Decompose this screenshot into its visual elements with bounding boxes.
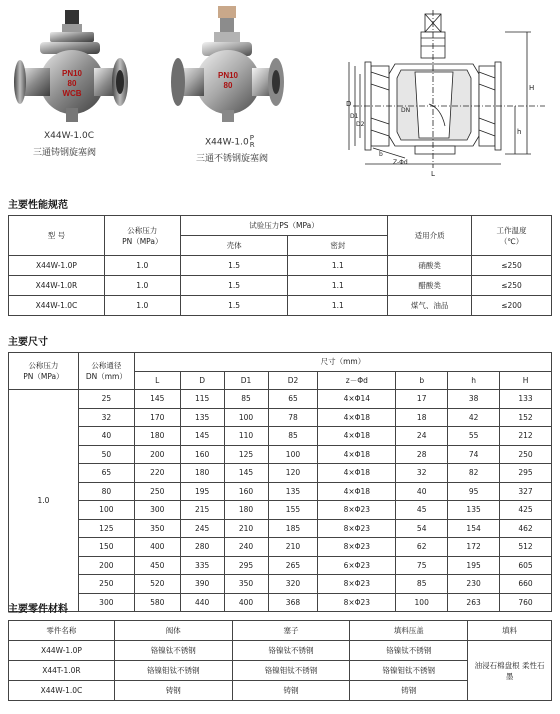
dims-cell: 4×Φ18: [318, 408, 396, 427]
dims-cell: 512: [500, 538, 552, 557]
dims-header-size: 尺寸（mm）: [134, 353, 551, 372]
dims-cell: 85: [224, 390, 268, 409]
spec-cell-model: X44W-1.0P: [9, 256, 105, 276]
dims-cell: 180: [224, 501, 268, 520]
table-row: [9, 445, 552, 464]
dims-cell: 8×Φ23: [318, 501, 396, 520]
dims-cell-pn: 1.0: [9, 390, 79, 612]
dims-cell: 4×Φ18: [318, 427, 396, 446]
dims-cell-dn: 300: [78, 593, 134, 612]
dims-body: [9, 390, 552, 612]
dims-cell: 327: [500, 482, 552, 501]
table-row: [9, 276, 552, 296]
parts-cell-body: 铬镍钛不锈钢: [114, 641, 232, 661]
dims-cell: 100: [396, 593, 448, 612]
dims-col-header: D1: [224, 371, 268, 390]
dims-header-pn: [9, 353, 79, 390]
spec-cell-model: X44W-1.0C: [9, 296, 105, 316]
dims-cell: 660: [500, 575, 552, 594]
dims-cell: 115: [180, 390, 224, 409]
spec-header-model: 型 号: [9, 216, 105, 256]
dims-cell: 265: [268, 556, 318, 575]
dims-cell: 55: [448, 427, 500, 446]
table-row: [9, 427, 552, 446]
dims-cell: 154: [448, 519, 500, 538]
dims-header-dn: [78, 353, 134, 390]
spec-table: [8, 215, 552, 316]
product-photos: [0, 0, 340, 190]
dims-cell: 350: [224, 575, 268, 594]
spec-cell-pn: 1.0: [104, 296, 180, 316]
dims-col-header: D: [180, 371, 224, 390]
spec-cell-pn: 1.0: [104, 256, 180, 276]
dim-label-dn: DN: [401, 107, 411, 114]
dims-cell: 180: [134, 427, 180, 446]
dims-cell: 54: [396, 519, 448, 538]
dims-cell: 320: [268, 575, 318, 594]
parts-header-body: 阀体: [114, 621, 232, 641]
dims-cell: 230: [448, 575, 500, 594]
valve-mark-dn: 80: [67, 79, 77, 88]
dims-cell: 133: [500, 390, 552, 409]
dims-cell: 42: [448, 408, 500, 427]
dims-cell: 4×Φ18: [318, 445, 396, 464]
spec-cell-model: X44W-1.0R: [9, 276, 105, 296]
valve2-mark-pn: PN10: [217, 71, 239, 80]
dims-cell-dn: 125: [78, 519, 134, 538]
dims-cell: 145: [180, 427, 224, 446]
dims-cell-dn: 25: [78, 390, 134, 409]
dims-cell: 135: [268, 482, 318, 501]
valve-photo-cast-steel: [12, 4, 132, 126]
dims-cell-dn: 150: [78, 538, 134, 557]
dims-cell-dn: 65: [78, 464, 134, 483]
spec-cell-shell: 1.5: [180, 296, 288, 316]
dims-col-header: b: [396, 371, 448, 390]
dims-cell: 82: [448, 464, 500, 483]
table-row: [9, 482, 552, 501]
table-row: [9, 538, 552, 557]
dims-cell: 295: [224, 556, 268, 575]
spec-cell-temp: ≤250: [472, 256, 552, 276]
table-row: [9, 519, 552, 538]
dims-cell: 4×Φ14: [318, 390, 396, 409]
valve-mark-material: WCB: [62, 89, 82, 98]
photo2-suffix-r: R: [249, 141, 255, 149]
dims-cell: 75: [396, 556, 448, 575]
dims-cell: 160: [180, 445, 224, 464]
photo2-model-suffix: [250, 135, 255, 149]
dims-cell: 8×Φ23: [318, 575, 396, 594]
dims-cell: 210: [268, 538, 318, 557]
dims-cell: 78: [268, 408, 318, 427]
dims-cell: 85: [396, 575, 448, 594]
section-title-spec: 主要性能规范: [8, 200, 68, 211]
dims-cell: 185: [268, 519, 318, 538]
dims-cell: 155: [268, 501, 318, 520]
dims-cell: 28: [396, 445, 448, 464]
section-title-parts: 主要零件材料: [8, 604, 68, 615]
dims-cell: 170: [134, 408, 180, 427]
dim-label-h-upper: H: [529, 84, 535, 92]
photo1-name: 三通铸钢旋塞阀: [33, 148, 97, 158]
photo2-model-base: X44W-1.0: [205, 137, 249, 148]
spec-header-temp-unit: （℃）: [499, 236, 524, 246]
spec-cell-media: 硝酸类: [388, 256, 472, 276]
dims-cell: 400: [224, 593, 268, 612]
dims-cell: 195: [448, 556, 500, 575]
dims-cell: 4×Φ18: [318, 482, 396, 501]
spec-cell-pn: 1.0: [104, 276, 180, 296]
dims-cell: 180: [180, 464, 224, 483]
parts-header-plug: 塞子: [232, 621, 350, 641]
parts-cell-name: X44W-1.0P: [9, 641, 115, 661]
dims-cell-dn: 32: [78, 408, 134, 427]
dims-cell: 195: [180, 482, 224, 501]
dim-label-d: D: [346, 100, 352, 108]
dims-cell: 125: [224, 445, 268, 464]
parts-cell-packing: 油浸石棉盘根 柔性石墨: [468, 641, 552, 701]
parts-cell-body: 铬镍钼钛不锈钢: [114, 661, 232, 681]
dims-cell: 580: [134, 593, 180, 612]
spec-header-media: 适用介质: [388, 216, 472, 256]
dims-cell-dn: 50: [78, 445, 134, 464]
dims-cell: 160: [224, 482, 268, 501]
dims-col-header: D2: [268, 371, 318, 390]
dim-label-d1: D1: [350, 113, 359, 120]
dims-cell: 8×Φ23: [318, 538, 396, 557]
dims-cell: 145: [134, 390, 180, 409]
dims-col-header: h: [448, 371, 500, 390]
dims-cell: 135: [180, 408, 224, 427]
dims-cell: 350: [134, 519, 180, 538]
dims-cell: 172: [448, 538, 500, 557]
spec-cell-shell: 1.5: [180, 256, 288, 276]
table-row: [9, 256, 552, 276]
dims-header-pn-text: 公称压力: [28, 361, 59, 370]
table-row: [9, 575, 552, 594]
photo2-name: 三通不锈钢旋塞阀: [196, 154, 269, 164]
table-row: [9, 296, 552, 316]
photo2-suffix-p: P: [249, 134, 254, 142]
dims-cell: 210: [224, 519, 268, 538]
dims-cell: 8×Φ23: [318, 593, 396, 612]
table-row: [9, 501, 552, 520]
dims-cell: 120: [268, 464, 318, 483]
parts-cell-name: X44W-1.0C: [9, 681, 115, 701]
parts-material-table: [8, 620, 552, 701]
dims-cell: 95: [448, 482, 500, 501]
dims-header-pn-unit: PN（MPa）: [23, 372, 64, 381]
dims-col-header: L: [134, 371, 180, 390]
dim-label-l: L: [431, 170, 435, 178]
dims-cell: 263: [448, 593, 500, 612]
dims-cell: 65: [268, 390, 318, 409]
parts-cell-name: X44T-1.0R: [9, 661, 115, 681]
dims-cell: 6×Φ23: [318, 556, 396, 575]
table-row: [9, 556, 552, 575]
dims-cell: 280: [180, 538, 224, 557]
dims-header-dn-unit: DN（mm）: [85, 372, 127, 381]
parts-cell-plug: 铸钢: [232, 681, 350, 701]
dims-cell: 300: [134, 501, 180, 520]
spec-header-temp: [472, 216, 552, 256]
valve-photo-stainless: [170, 2, 290, 126]
dims-cell: 62: [396, 538, 448, 557]
spec-cell-seal: 1.1: [288, 296, 388, 316]
dims-cell: 38: [448, 390, 500, 409]
valve-mark-pn: PN10: [61, 69, 83, 78]
dims-cell: 135: [448, 501, 500, 520]
dims-cell: 760: [500, 593, 552, 612]
dims-cell: 605: [500, 556, 552, 575]
dims-col-header: z－Φd: [318, 371, 396, 390]
dim-label-b: b: [379, 151, 383, 158]
table-row: [9, 390, 552, 409]
section-title-dims: 主要尺寸: [8, 337, 48, 348]
table-row: [9, 593, 552, 612]
parts-header-row: [9, 621, 552, 641]
dims-cell-dn: 100: [78, 501, 134, 520]
dims-cell: 40: [396, 482, 448, 501]
dims-cell: 215: [180, 501, 224, 520]
spec-cell-temp: ≤250: [472, 276, 552, 296]
dims-cell: 85: [268, 427, 318, 446]
photo2-model: [205, 135, 255, 149]
parts-header-gland: 填料压盖: [350, 621, 468, 641]
dims-cell-dn: 80: [78, 482, 134, 501]
dims-cell: 425: [500, 501, 552, 520]
spec-header-pn-unit: PN（MPa）: [122, 236, 163, 246]
dims-cell: 212: [500, 427, 552, 446]
spec-header-test: 试验压力PS（MPa）: [180, 216, 388, 236]
dims-cell: 245: [180, 519, 224, 538]
dims-cell: 18: [396, 408, 448, 427]
dims-cell: 45: [396, 501, 448, 520]
dims-cell: 250: [134, 482, 180, 501]
parts-cell-gland: 铬镍钛不锈钢: [350, 641, 468, 661]
dims-cell: 368: [268, 593, 318, 612]
dims-cell-dn: 40: [78, 427, 134, 446]
dims-cell: 8×Φ23: [318, 519, 396, 538]
dims-cell: 110: [224, 427, 268, 446]
dims-cell: 100: [224, 408, 268, 427]
spec-header-seal: 密封: [288, 236, 388, 256]
dims-cell: 100: [268, 445, 318, 464]
valve-cross-section-drawing: [345, 8, 555, 183]
spec-header-pn-text: 公称压力: [127, 225, 158, 235]
dims-cell: 152: [500, 408, 552, 427]
spec-cell-shell: 1.5: [180, 276, 288, 296]
parts-header-name: 零件名称: [9, 621, 115, 641]
spec-cell-media: 醋酸类: [388, 276, 472, 296]
dimensions-table: [8, 352, 552, 612]
dims-cell: 520: [134, 575, 180, 594]
dims-cell: 24: [396, 427, 448, 446]
dims-cell: 200: [134, 445, 180, 464]
spec-header-shell: 壳体: [180, 236, 288, 256]
parts-cell-body: 铸钢: [114, 681, 232, 701]
dim-label-d2: D2: [356, 121, 365, 128]
spec-cell-seal: 1.1: [288, 256, 388, 276]
parts-header-packing: 填料: [468, 621, 552, 641]
dims-cell: 250: [500, 445, 552, 464]
dims-col-header: H: [500, 371, 552, 390]
dims-header-dn-text: 公称通径: [91, 361, 122, 370]
parts-cell-plug: 铬镍钼钛不锈钢: [232, 661, 350, 681]
spec-cell-seal: 1.1: [288, 276, 388, 296]
dims-cell-dn: 250: [78, 575, 134, 594]
parts-cell-gland: 铬镍钼钛不锈钢: [350, 661, 468, 681]
dims-cell: 74: [448, 445, 500, 464]
table-row: [9, 408, 552, 427]
parts-cell-gland: 铸钢: [350, 681, 468, 701]
parts-cell-plug: 铬镍钛不锈钢: [232, 641, 350, 661]
dims-cell: 335: [180, 556, 224, 575]
dims-cell: 17: [396, 390, 448, 409]
dims-cell: 295: [500, 464, 552, 483]
spec-cell-temp: ≤200: [472, 296, 552, 316]
table-row: [9, 464, 552, 483]
dims-cell: 400: [134, 538, 180, 557]
dims-cell: 240: [224, 538, 268, 557]
dims-cell: 450: [134, 556, 180, 575]
spec-header-temp-text: 工作温度: [496, 225, 527, 235]
dims-cell: 440: [180, 593, 224, 612]
table-row: [9, 641, 552, 661]
dim-label-h-lower: h: [517, 128, 522, 136]
dim-label-bolts: Z-Φd: [393, 159, 408, 166]
photo1-model: X44W-1.0C: [44, 131, 94, 141]
valve2-mark-dn: 80: [223, 81, 233, 90]
dims-cell: 145: [224, 464, 268, 483]
dims-cell-dn: 200: [78, 556, 134, 575]
spec-cell-media: 煤气、油品: [388, 296, 472, 316]
dims-cell: 32: [396, 464, 448, 483]
dims-cell: 220: [134, 464, 180, 483]
dims-cell: 462: [500, 519, 552, 538]
dims-cell: 4×Φ18: [318, 464, 396, 483]
spec-header-pn: [104, 216, 180, 256]
dims-cell: 390: [180, 575, 224, 594]
